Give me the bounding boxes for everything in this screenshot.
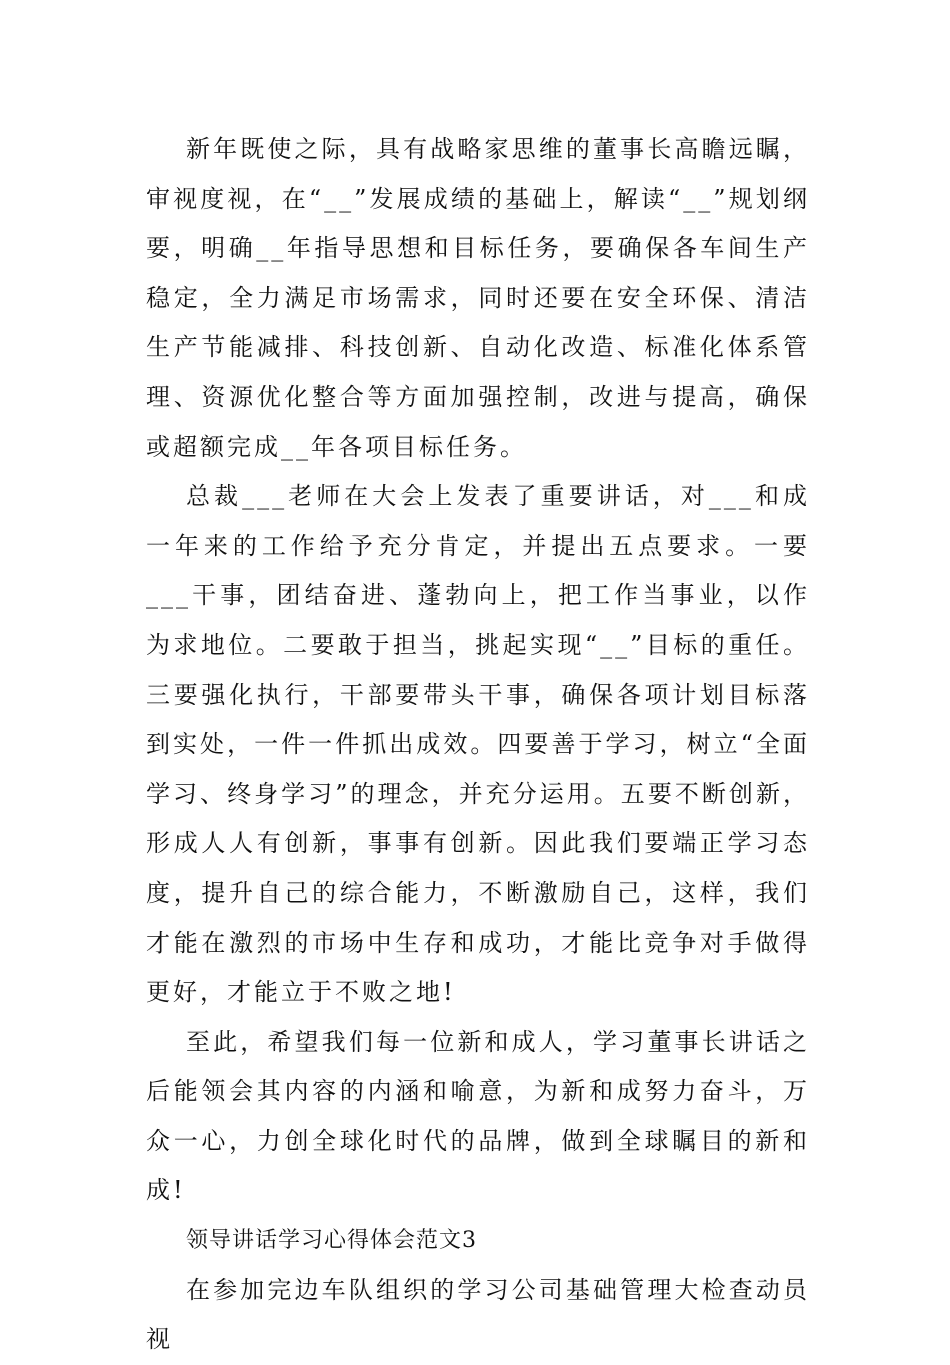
paragraph-1: 新年既使之际，具有战略家思维的董事长高瞻远瞩，审视度视，在“__”发展成绩的基础上，解读“__”规划纲要，明确__年指导思想和目标任务，要确保各车间生产稳定，全力满足市场需求，同时还要在安全环保、清洁生产节能减排、科技创新、自动化改造、标准化体系管理、资源优化整合等方面加强控制，改进与提高，确保或超额完成__年各项目标任务。 [146, 135, 810, 461]
section-heading: 领导讲话学习心得体会范文3 [186, 1228, 477, 1254]
paragraph-2: 总裁___老师在大会上发表了重要讲话，对___和成一年来的工作给予充分肯定，并提出五点要求。一要___干事，团结奋进、蓬勃向上，把工作当事业，以作为求地位。二要敢于担当，挑起实现“__”目标的重任。三要强化执行，干部要带头干事，确保各项计划目标落到实处，一件一件抓出成效。四要善于学习，树立“全面学习、终身学习”的理念，并充分运用。五要不断创新，形成人人有创新，事事有创新。因此我们要端正学习态度，提升自己的综合能力，不断激励自己，这样，我们才能在激烈的市场中生存和成功，才能比竞争对手做得更好，才能立于不败之地! [146, 482, 810, 1007]
paragraph-4: 在参加完边车队组织的学习公司基础管理大检查动员视 [146, 1275, 810, 1354]
document-body [146, 125, 810, 1365]
paragraph-3: 至此，希望我们每一位新和成人，学习董事长讲话之后能领会其内容的内涵和喻意，为新和成努力奋斗，万众一心，力创全球化时代的品牌，做到全球瞩目的新和成! [146, 1027, 810, 1205]
